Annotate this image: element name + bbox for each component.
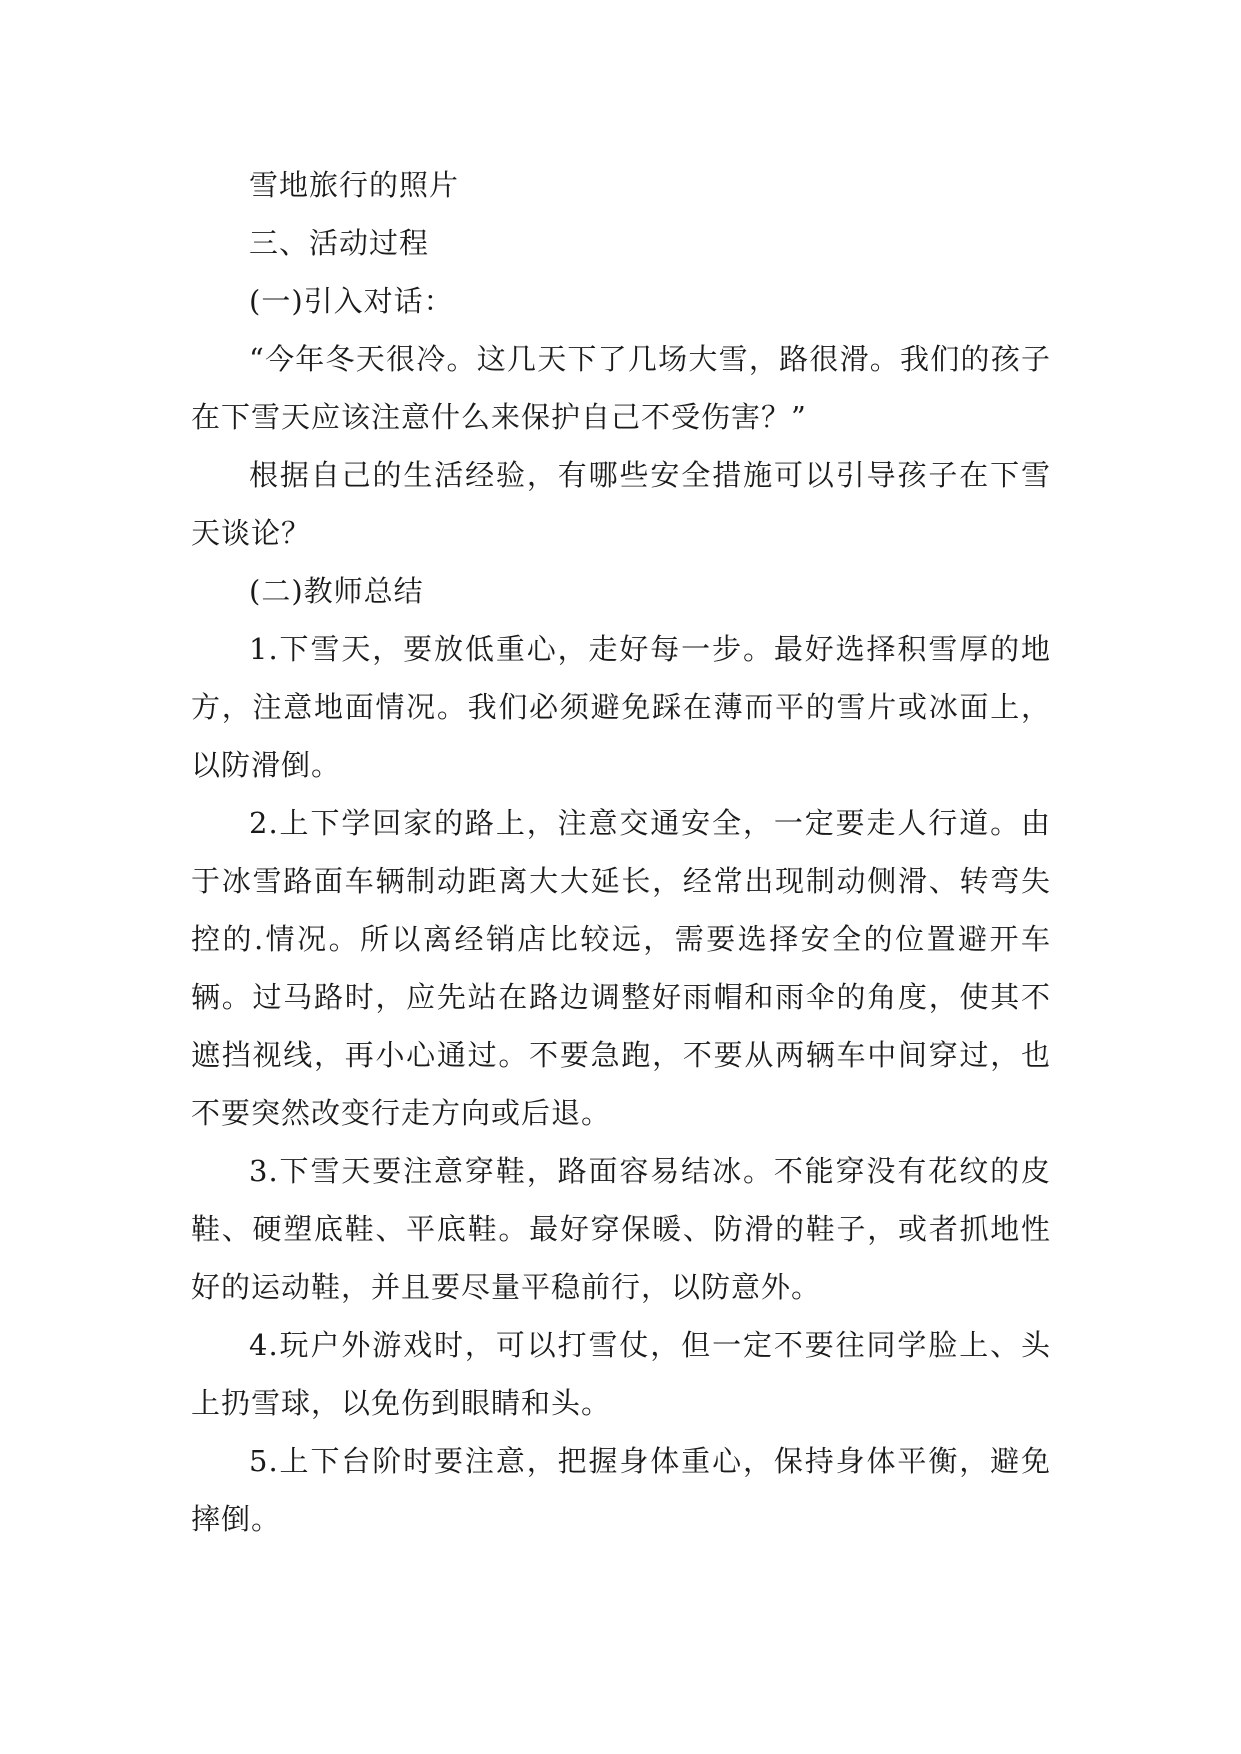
subheading-intro-dialogue: (一)引入对话：	[249, 284, 454, 318]
list-item-2: 2.上下学回家的路上，注意交通安全，一定要走人行道。由于冰雪路面车辆制动距离大大延长，经常出现制动侧滑、转弯失控的.情况。所以离经销店比较远，需要选择安全的位置避开车辆。过马路时，应先站在路边调整好雨帽和雨伞的角度，使其不遮挡视线，再小心通过。不要急跑，不要从两辆车中间穿过，也不要突然改变行走方向或后退。	[191, 806, 1051, 1130]
paragraph-photo-note: 雪地旅行的照片	[249, 168, 460, 202]
section-heading-activity-process: 三、活动过程	[249, 226, 430, 260]
subheading-teacher-summary: (二)教师总结	[249, 574, 424, 608]
paragraph-discussion: 根据自己的生活经验，有哪些安全措施可以引导孩子在下雪天谈论？	[191, 458, 1051, 550]
list-item-5: 5.上下台阶时要注意，把握身体重心，保持身体平衡，避免摔倒。	[191, 1444, 1051, 1536]
document-body	[191, 156, 1051, 1548]
list-item-3: 3.下雪天要注意穿鞋，路面容易结冰。不能穿没有花纹的皮鞋、硬塑底鞋、平底鞋。最好穿保暖、防滑的鞋子，或者抓地性好的运动鞋，并且要尽量平稳前行，以防意外。	[191, 1154, 1051, 1304]
list-item-4: 4.玩户外游戏时，可以打雪仗，但一定不要往同学脸上、头上扔雪球，以免伤到眼睛和头。	[191, 1328, 1051, 1420]
paragraph-quote: “今年冬天很冷。这几天下了几场大雪，路很滑。我们的孩子在下雪天应该注意什么来保护自己不受伤害？”	[191, 342, 1051, 434]
list-item-1: 1.下雪天，要放低重心，走好每一步。最好选择积雪厚的地方，注意地面情况。我们必须避免踩在薄而平的雪片或冰面上，以防滑倒。	[191, 632, 1051, 782]
